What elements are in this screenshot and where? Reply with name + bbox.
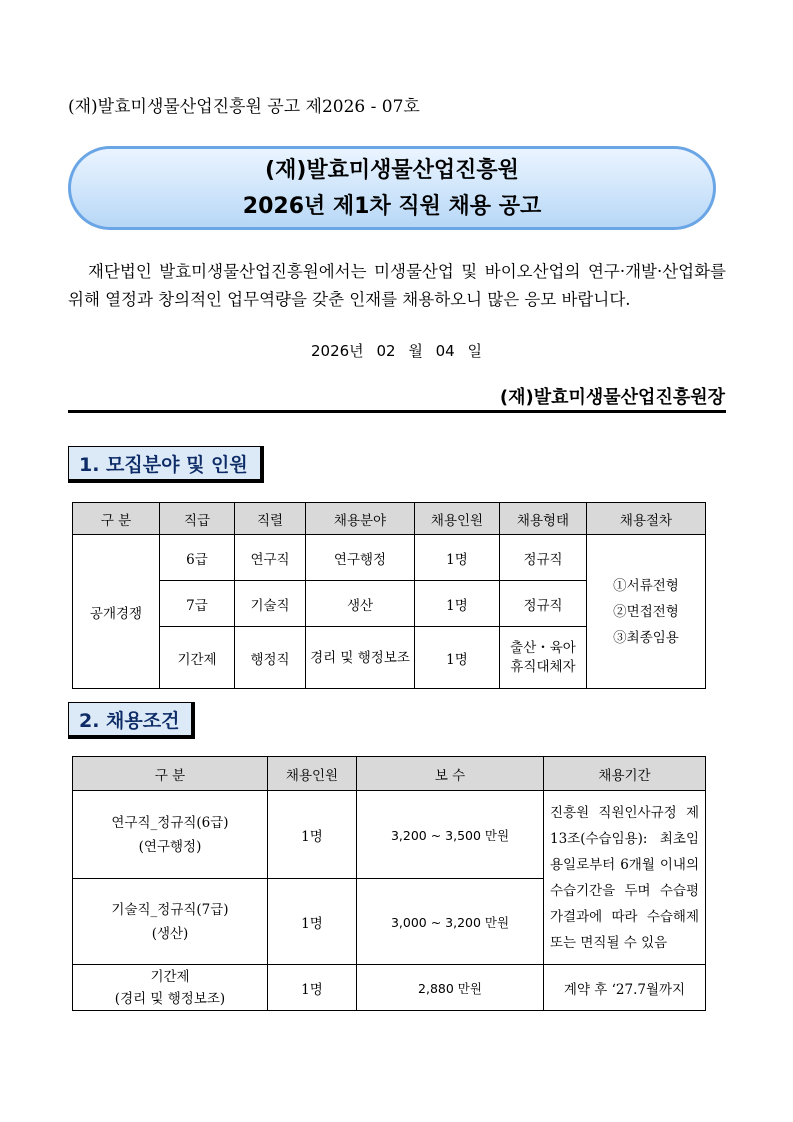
count-cell: 1명 bbox=[415, 535, 500, 581]
procedure-step: ②면접전형 bbox=[613, 603, 679, 620]
divider bbox=[68, 410, 726, 413]
procedure-cell bbox=[587, 535, 706, 689]
position-cell bbox=[73, 791, 268, 879]
position-sublabel: (경리 및 행정보조) bbox=[114, 990, 226, 1007]
banner-org-name: (재)발효미생물산업진흥원 bbox=[265, 158, 519, 183]
table-header: 채용인원 bbox=[415, 503, 500, 535]
date-month: 02 bbox=[376, 342, 396, 360]
table-header: 직급 bbox=[160, 503, 235, 535]
procedure-step: ①서류전형 bbox=[613, 577, 679, 594]
pay-cell: 3,200 ~ 3,500 만원 bbox=[357, 791, 544, 879]
field-cell: 생산 bbox=[306, 581, 415, 627]
period-cell: 계약 후 ‘27.7월까지 bbox=[544, 965, 706, 1011]
position-cell bbox=[73, 879, 268, 965]
date-day: 04 bbox=[435, 342, 455, 360]
grade-cell: 6급 bbox=[160, 535, 235, 581]
type-cell: 정규직 bbox=[500, 581, 587, 627]
position-cell bbox=[73, 965, 268, 1011]
position-label: 기술직_정규직(7급) bbox=[111, 901, 229, 918]
table-header: 보 수 bbox=[357, 757, 544, 791]
table-header-row bbox=[73, 503, 706, 535]
table-header: 채용기간 bbox=[544, 757, 706, 791]
position-sublabel: (연구행정) bbox=[138, 838, 202, 855]
table-row bbox=[73, 965, 706, 1011]
table-header: 채용형태 bbox=[500, 503, 587, 535]
section1-heading: 1. 모집분야 및 인원 bbox=[68, 446, 264, 483]
date-month-unit: 월 bbox=[408, 342, 423, 360]
section2-heading: 2. 채용조건 bbox=[68, 702, 195, 739]
position-label: 연구직_정규직(6급) bbox=[111, 814, 229, 831]
table-header: 채용절차 bbox=[587, 503, 706, 535]
date-day-unit: 일 bbox=[467, 342, 482, 360]
count-cell: 1명 bbox=[268, 791, 357, 879]
signer: (재)발효미생물산업진흥원장 bbox=[499, 387, 725, 408]
intro-paragraph: 재단법인 발효미생물산업진흥원에서는 미생물산업 및 바이오산업의 연구·개발·산업화를 위해 열정과 창의적인 업무역량을 갖춘 인재를 채용하오니 많은 응모 바랍니다. bbox=[68, 262, 726, 309]
count-cell: 1명 bbox=[268, 879, 357, 965]
title-banner bbox=[68, 146, 716, 230]
recruitment-table bbox=[72, 502, 706, 689]
pay-cell: 3,000 ~ 3,200 만원 bbox=[357, 879, 544, 965]
table-row bbox=[73, 791, 706, 879]
grade-cell: 기간제 bbox=[160, 627, 235, 689]
date-year: 2026년 bbox=[311, 342, 364, 360]
field-cell: 경리 및 행정보조 bbox=[306, 627, 415, 689]
type-cell: 정규직 bbox=[500, 535, 587, 581]
table-header: 채용인원 bbox=[268, 757, 357, 791]
count-cell: 1명 bbox=[268, 965, 357, 1011]
period-cell: 진흥원 직원인사규정 제13조(수습임용): 최초임용일로부터 6개월 이내의 수습기간을 두며 수습평가결과에 따라 수습해제 또는 면직될 수 있음 bbox=[544, 791, 706, 965]
table-header: 구 분 bbox=[73, 503, 160, 535]
series-cell: 기술직 bbox=[235, 581, 306, 627]
procedure-step: ③최종임용 bbox=[613, 629, 679, 646]
series-cell: 행정직 bbox=[235, 627, 306, 689]
count-cell: 1명 bbox=[415, 581, 500, 627]
table-header-row bbox=[73, 757, 706, 791]
position-sublabel: (생산) bbox=[151, 925, 189, 942]
conditions-table bbox=[72, 756, 706, 1011]
pay-cell: 2,880 만원 bbox=[357, 965, 544, 1011]
grade-cell: 7급 bbox=[160, 581, 235, 627]
field-cell: 연구행정 bbox=[306, 535, 415, 581]
position-label: 기간제 bbox=[150, 968, 190, 985]
notice-date bbox=[0, 340, 793, 361]
category-cell: 공개경쟁 bbox=[73, 535, 160, 689]
series-cell: 연구직 bbox=[235, 535, 306, 581]
type-cell: 출산・육아휴직대체자 bbox=[500, 627, 587, 689]
notice-number: (재)발효미생물산업진흥원 공고 제2026 - 07호 bbox=[68, 97, 420, 117]
table-header: 직렬 bbox=[235, 503, 306, 535]
banner-title: 2026년 제1차 직원 채용 공고 bbox=[242, 194, 542, 219]
table-header: 채용분야 bbox=[306, 503, 415, 535]
table-row bbox=[73, 535, 706, 581]
table-header: 구 분 bbox=[73, 757, 268, 791]
count-cell: 1명 bbox=[415, 627, 500, 689]
